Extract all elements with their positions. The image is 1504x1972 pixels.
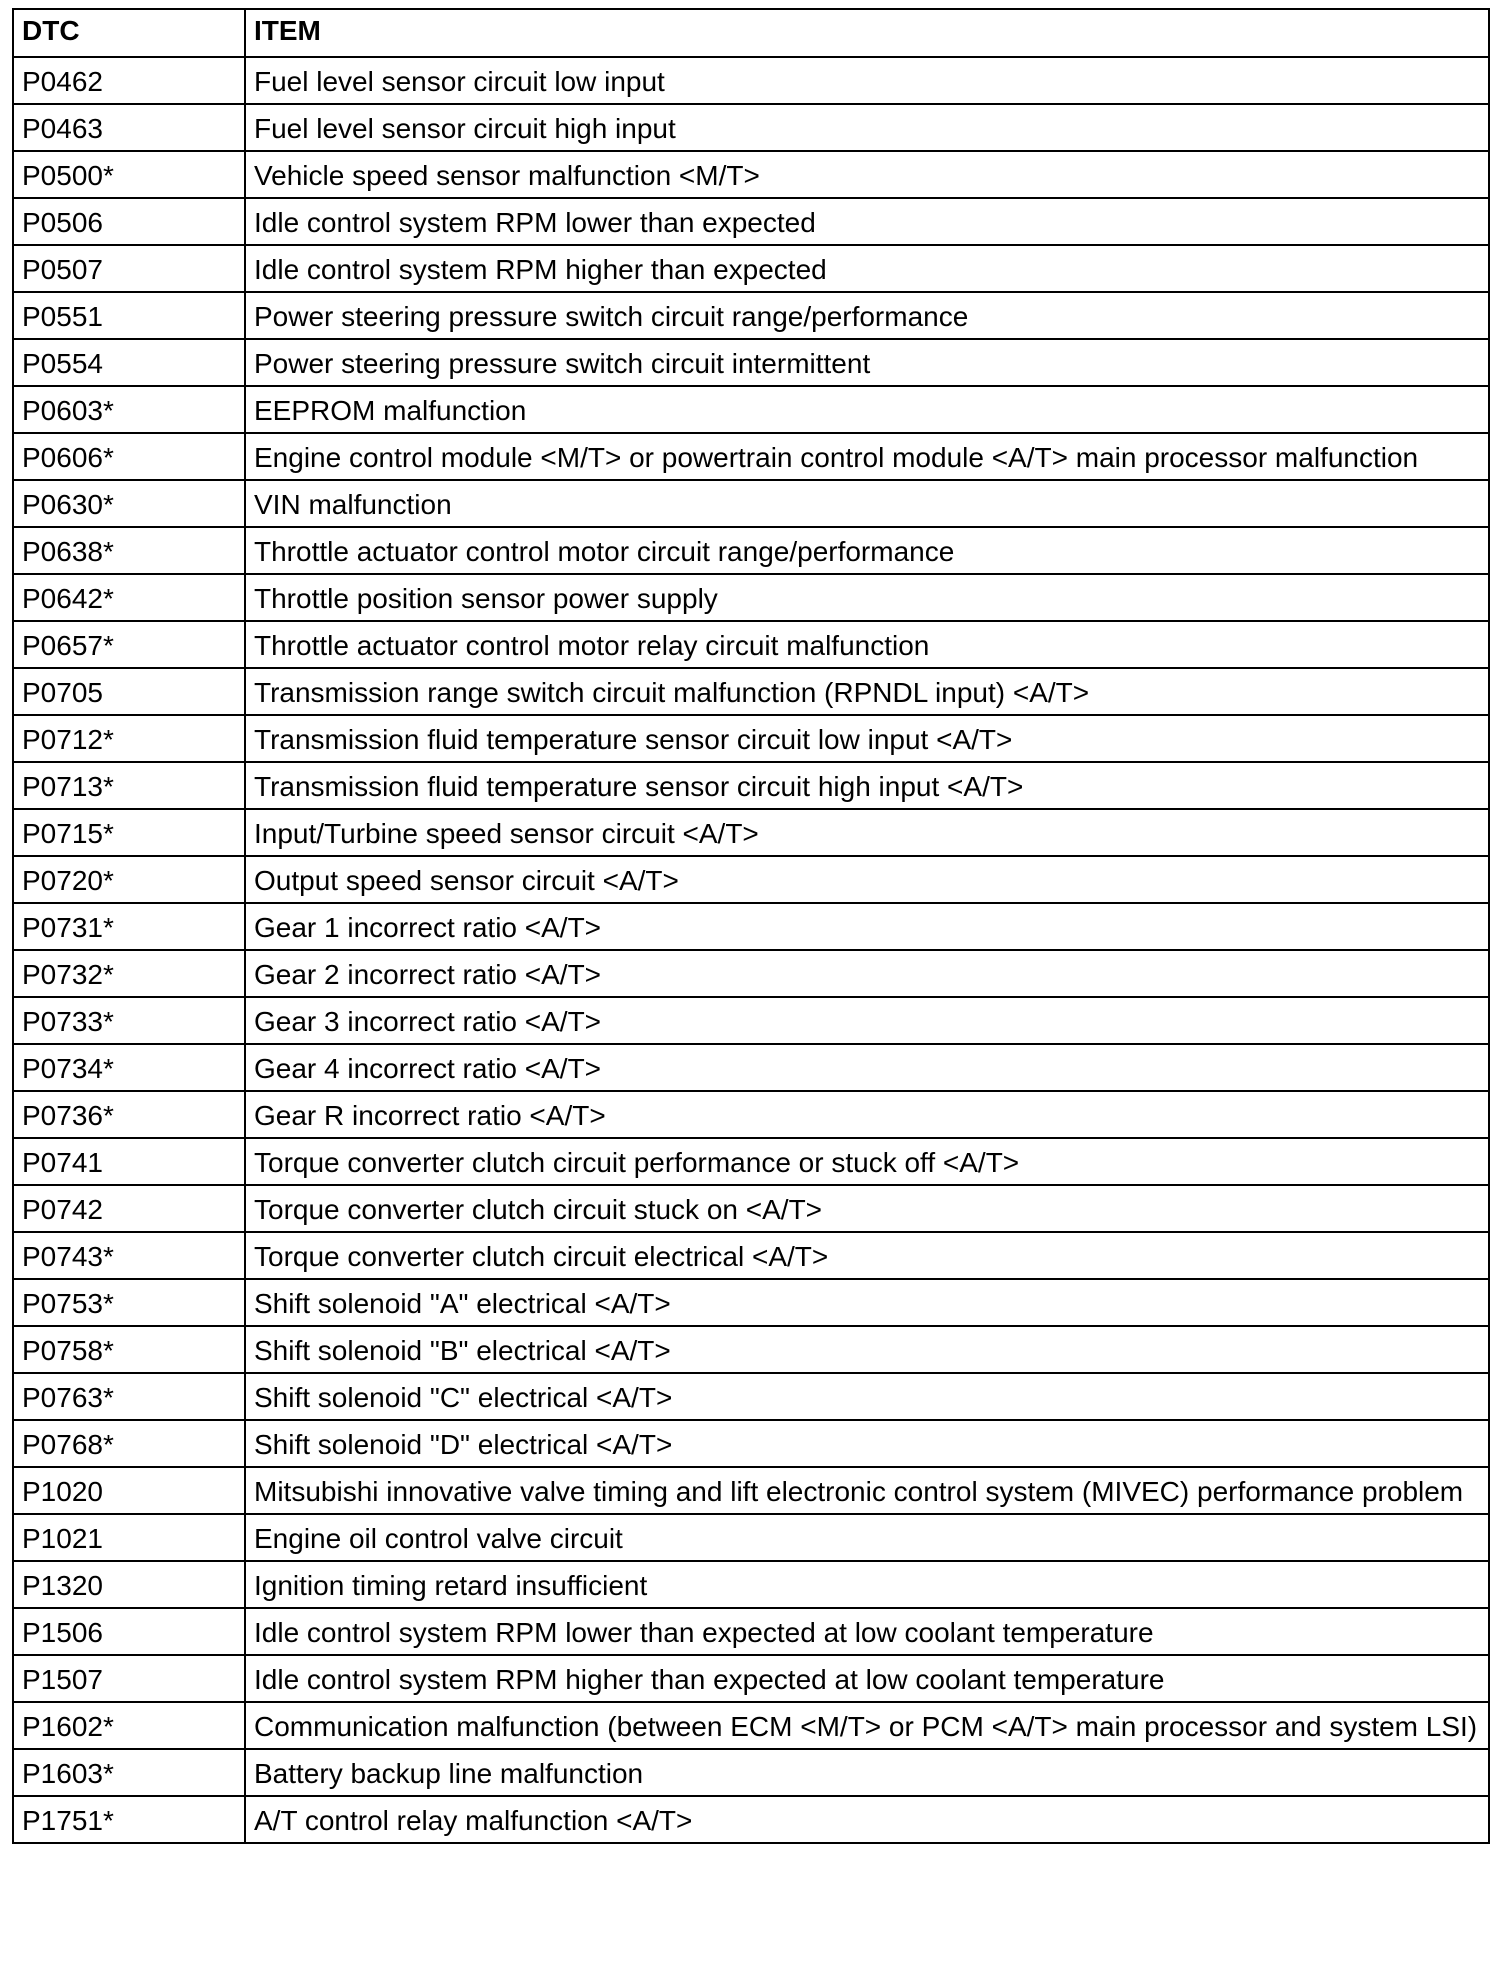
dtc-code: P1320 — [13, 1561, 245, 1608]
dtc-code: P0732* — [13, 950, 245, 997]
table-row — [13, 715, 1489, 762]
dtc-code: P0712* — [13, 715, 245, 762]
dtc-item: Input/Turbine speed sensor circuit <A/T> — [245, 809, 1489, 856]
table-row — [13, 1608, 1489, 1655]
dtc-item: Fuel level sensor circuit low input — [245, 57, 1489, 104]
dtc-code: P1020 — [13, 1467, 245, 1514]
dtc-code: P0506 — [13, 198, 245, 245]
table-row — [13, 1749, 1489, 1796]
dtc-item: VIN malfunction — [245, 480, 1489, 527]
dtc-code: P0462 — [13, 57, 245, 104]
dtc-item: Throttle actuator control motor circuit range/performance — [245, 527, 1489, 574]
dtc-code: P0743* — [13, 1232, 245, 1279]
dtc-code: P0736* — [13, 1091, 245, 1138]
table-row — [13, 668, 1489, 715]
dtc-code: P0603* — [13, 386, 245, 433]
dtc-code: P0731* — [13, 903, 245, 950]
dtc-code: P0713* — [13, 762, 245, 809]
dtc-code: P1506 — [13, 1608, 245, 1655]
dtc-code: P0463 — [13, 104, 245, 151]
dtc-code: P0741 — [13, 1138, 245, 1185]
dtc-code: P0753* — [13, 1279, 245, 1326]
dtc-item: Fuel level sensor circuit high input — [245, 104, 1489, 151]
table-row — [13, 856, 1489, 903]
table-body — [13, 57, 1489, 1843]
dtc-item: Shift solenoid "B" electrical <A/T> — [245, 1326, 1489, 1373]
dtc-item: Gear 2 incorrect ratio <A/T> — [245, 950, 1489, 997]
dtc-item: Shift solenoid "C" electrical <A/T> — [245, 1373, 1489, 1420]
dtc-code: P1507 — [13, 1655, 245, 1702]
table-row — [13, 950, 1489, 997]
dtc-item: Transmission fluid temperature sensor circuit low input <A/T> — [245, 715, 1489, 762]
table-row — [13, 386, 1489, 433]
dtc-code: P1751* — [13, 1796, 245, 1843]
dtc-code: P1021 — [13, 1514, 245, 1561]
dtc-code: P0638* — [13, 527, 245, 574]
dtc-code: P0642* — [13, 574, 245, 621]
table-row — [13, 433, 1489, 480]
dtc-code: P0554 — [13, 339, 245, 386]
dtc-code: P0705 — [13, 668, 245, 715]
dtc-item: Idle control system RPM higher than expected — [245, 245, 1489, 292]
table-row — [13, 1185, 1489, 1232]
table-row — [13, 997, 1489, 1044]
dtc-code: P1602* — [13, 1702, 245, 1749]
dtc-item: A/T control relay malfunction <A/T> — [245, 1796, 1489, 1843]
table-row — [13, 1467, 1489, 1514]
dtc-item: Vehicle speed sensor malfunction <M/T> — [245, 151, 1489, 198]
table-row — [13, 762, 1489, 809]
dtc-item: Idle control system RPM lower than expected — [245, 198, 1489, 245]
dtc-item: Gear 3 incorrect ratio <A/T> — [245, 997, 1489, 1044]
dtc-item: Ignition timing retard insufficient — [245, 1561, 1489, 1608]
table-row — [13, 245, 1489, 292]
table-row — [13, 1796, 1489, 1843]
dtc-item: Mitsubishi innovative valve timing and lift electronic control system (MIVEC) performance problem — [245, 1467, 1489, 1514]
dtc-code: P0742 — [13, 1185, 245, 1232]
table-row — [13, 574, 1489, 621]
dtc-item: Idle control system RPM lower than expected at low coolant temperature — [245, 1608, 1489, 1655]
dtc-item: Torque converter clutch circuit performance or stuck off <A/T> — [245, 1138, 1489, 1185]
dtc-item: Power steering pressure switch circuit intermittent — [245, 339, 1489, 386]
table-row — [13, 1561, 1489, 1608]
table-header-row — [13, 9, 1489, 57]
dtc-item: Throttle actuator control motor relay circuit malfunction — [245, 621, 1489, 668]
dtc-code: P0758* — [13, 1326, 245, 1373]
dtc-item: EEPROM malfunction — [245, 386, 1489, 433]
dtc-item: Output speed sensor circuit <A/T> — [245, 856, 1489, 903]
dtc-code: P0720* — [13, 856, 245, 903]
table-row — [13, 903, 1489, 950]
table-row — [13, 198, 1489, 245]
dtc-code: P0768* — [13, 1420, 245, 1467]
table-row — [13, 621, 1489, 668]
table-row — [13, 104, 1489, 151]
dtc-item: Torque converter clutch circuit electrical <A/T> — [245, 1232, 1489, 1279]
dtc-item: Engine oil control valve circuit — [245, 1514, 1489, 1561]
dtc-code: P0551 — [13, 292, 245, 339]
dtc-item: Throttle position sensor power supply — [245, 574, 1489, 621]
dtc-item: Gear 4 incorrect ratio <A/T> — [245, 1044, 1489, 1091]
table-row — [13, 480, 1489, 527]
dtc-item: Shift solenoid "D" electrical <A/T> — [245, 1420, 1489, 1467]
table-row — [13, 1514, 1489, 1561]
dtc-item: Shift solenoid "A" electrical <A/T> — [245, 1279, 1489, 1326]
dtc-code: P1603* — [13, 1749, 245, 1796]
table-row — [13, 1420, 1489, 1467]
table-row — [13, 1232, 1489, 1279]
dtc-table — [12, 8, 1490, 1844]
dtc-item: Battery backup line malfunction — [245, 1749, 1489, 1796]
table-row — [13, 292, 1489, 339]
dtc-code: P0733* — [13, 997, 245, 1044]
dtc-code: P0606* — [13, 433, 245, 480]
table-row — [13, 151, 1489, 198]
dtc-column-header: DTC — [13, 9, 245, 57]
table-row — [13, 1655, 1489, 1702]
dtc-item: Communication malfunction (between ECM <M/T> or PCM <A/T> main processor and system LSI) — [245, 1702, 1489, 1749]
dtc-item: Gear 1 incorrect ratio <A/T> — [245, 903, 1489, 950]
table-row — [13, 1044, 1489, 1091]
table-row — [13, 809, 1489, 856]
dtc-item: Gear R incorrect ratio <A/T> — [245, 1091, 1489, 1138]
table-row — [13, 1138, 1489, 1185]
table-row — [13, 1326, 1489, 1373]
dtc-code: P0500* — [13, 151, 245, 198]
dtc-item: Idle control system RPM higher than expected at low coolant temperature — [245, 1655, 1489, 1702]
dtc-code: P0507 — [13, 245, 245, 292]
dtc-code: P0630* — [13, 480, 245, 527]
dtc-item: Transmission range switch circuit malfunction (RPNDL input) <A/T> — [245, 668, 1489, 715]
table-row — [13, 1091, 1489, 1138]
dtc-code: P0763* — [13, 1373, 245, 1420]
dtc-code: P0734* — [13, 1044, 245, 1091]
table-row — [13, 57, 1489, 104]
dtc-code: P0715* — [13, 809, 245, 856]
table-row — [13, 1373, 1489, 1420]
table-row — [13, 527, 1489, 574]
table-row — [13, 1702, 1489, 1749]
dtc-item: Engine control module <M/T> or powertrain control module <A/T> main processor malfunction — [245, 433, 1489, 480]
table-row — [13, 1279, 1489, 1326]
dtc-item: Transmission fluid temperature sensor circuit high input <A/T> — [245, 762, 1489, 809]
dtc-item: Torque converter clutch circuit stuck on <A/T> — [245, 1185, 1489, 1232]
dtc-code: P0657* — [13, 621, 245, 668]
dtc-item: Power steering pressure switch circuit range/performance — [245, 292, 1489, 339]
table-row — [13, 339, 1489, 386]
item-column-header: ITEM — [245, 9, 1489, 57]
